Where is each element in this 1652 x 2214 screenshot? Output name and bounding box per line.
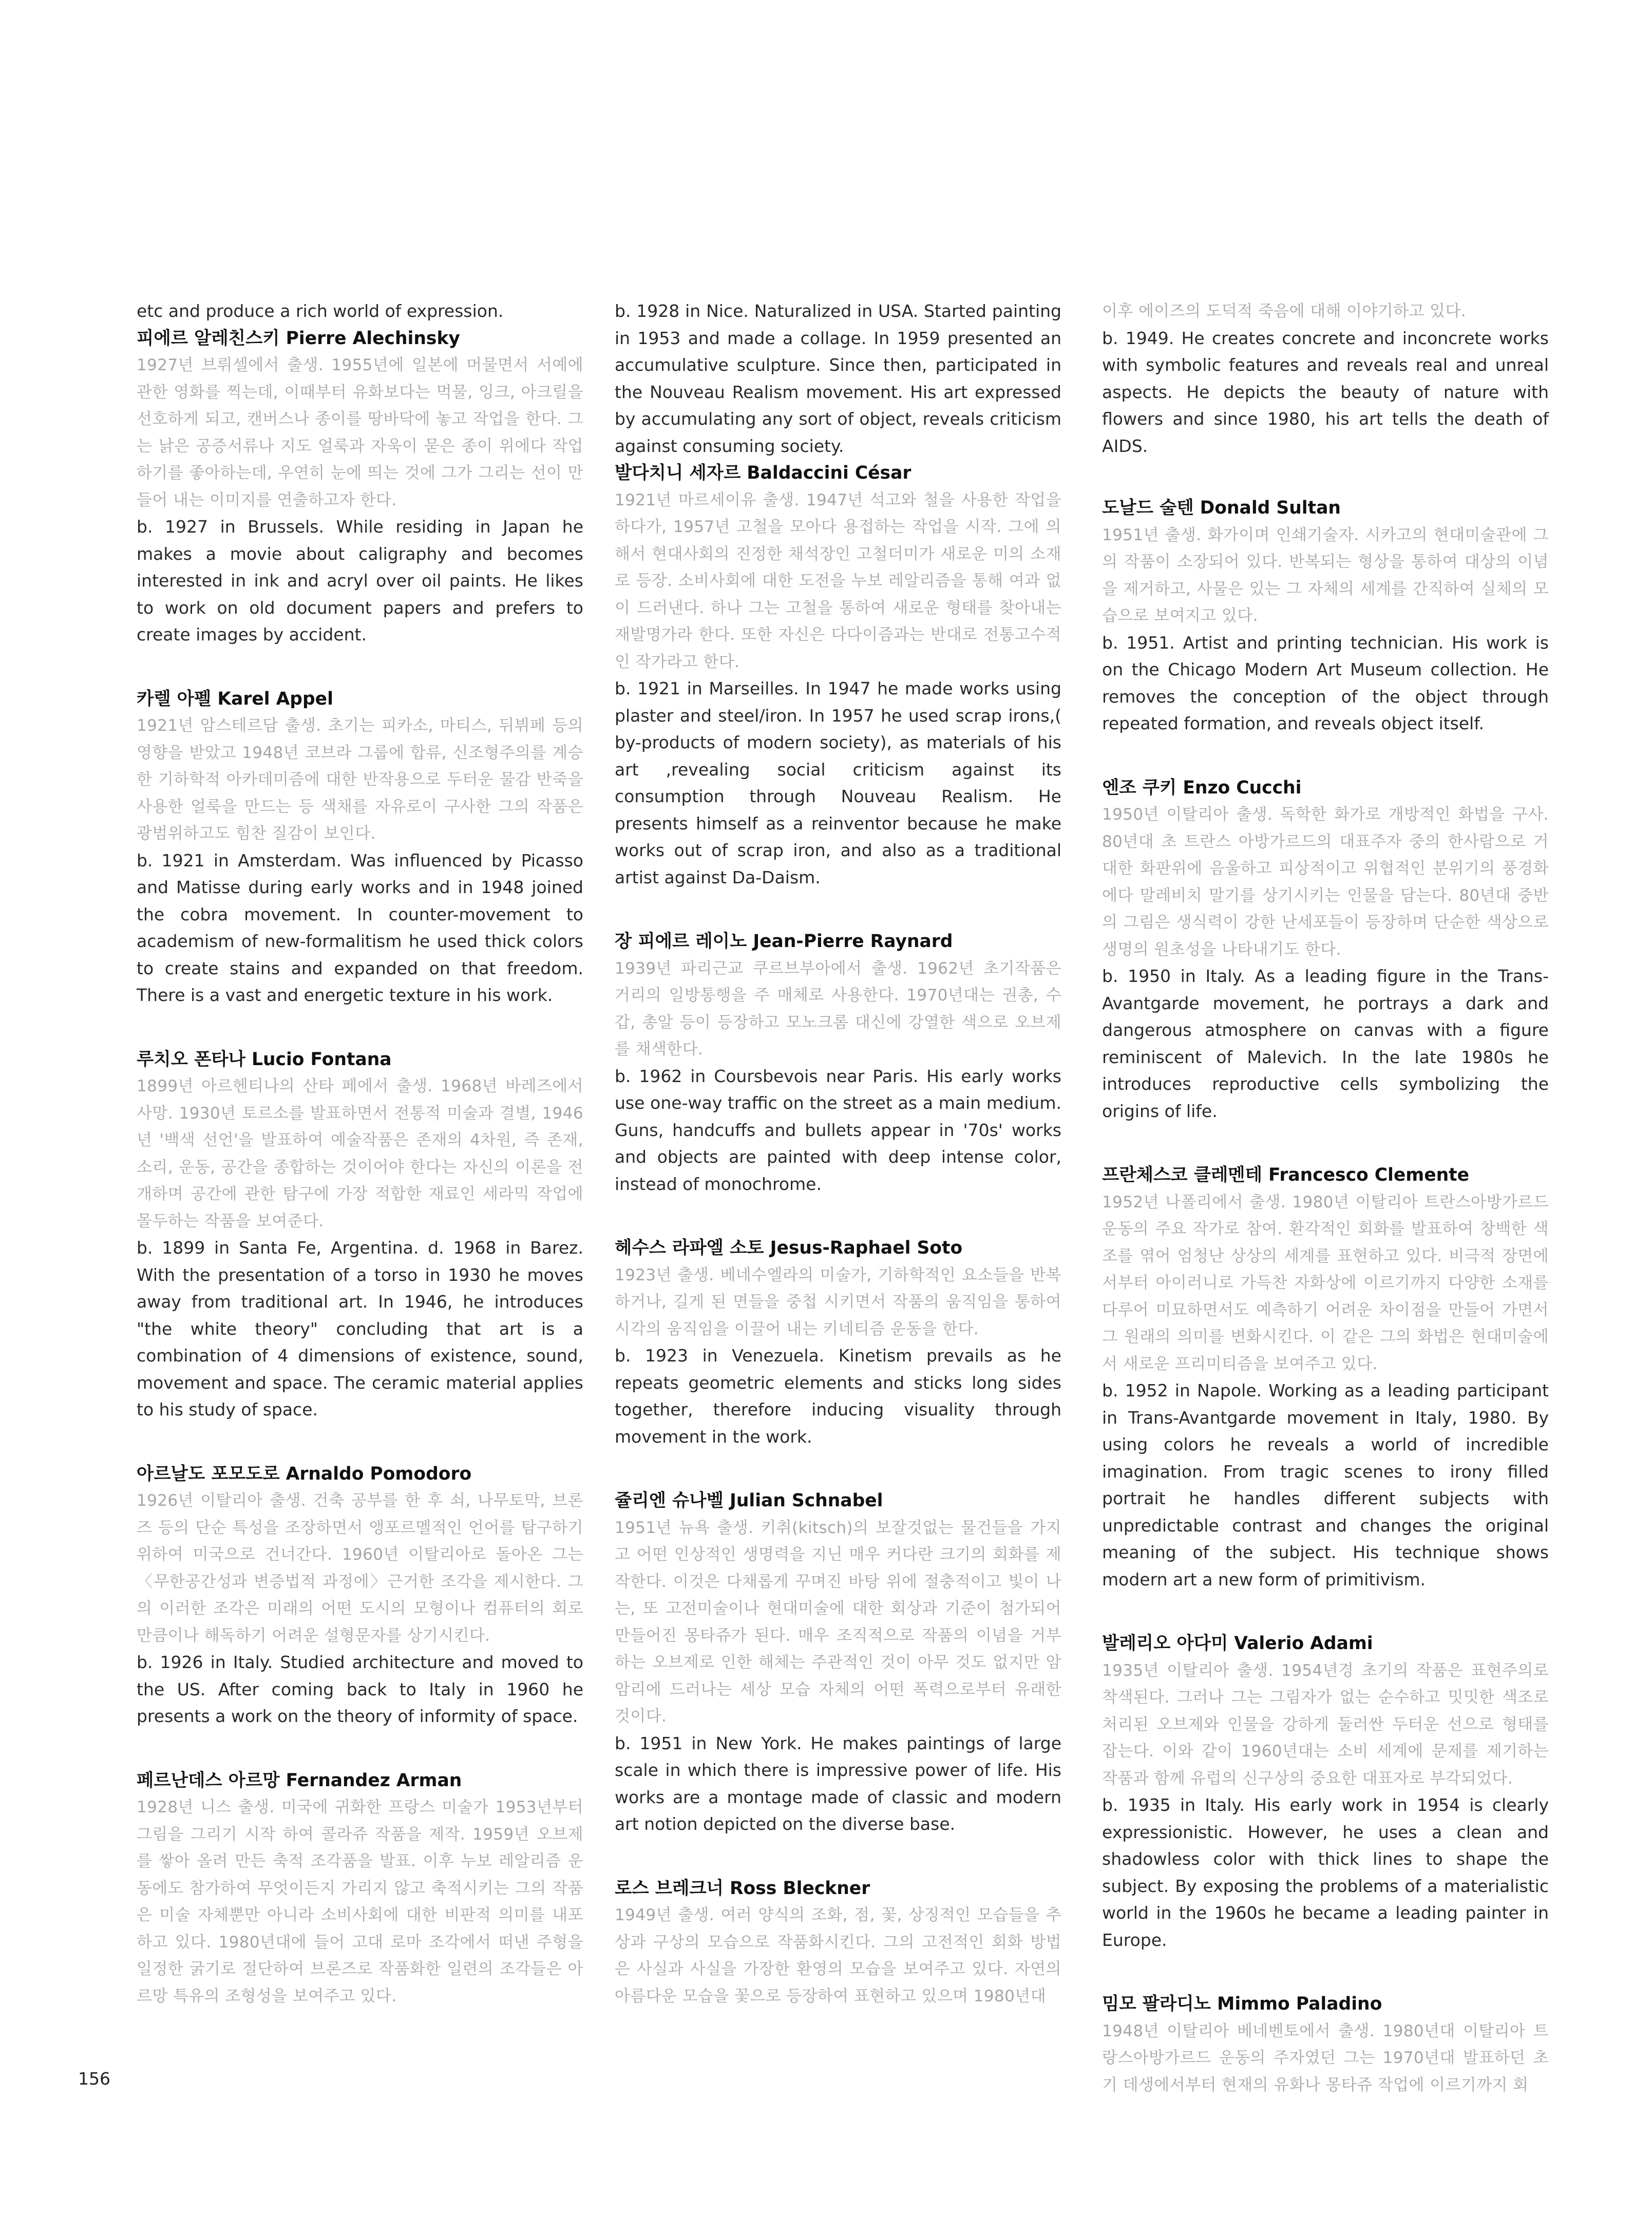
artist-bio-korean: 1939년 파리근교 쿠르브부아에서 출생. 1962년 초기작품은 거리의 일방통행을 주 매체로 사용한다. 1970년대는 권총, 수갑, 총알 등이 등장하고 모노크롬 대신에 강열한 색으로 오브제를 채색한다.	[615, 959, 1061, 1058]
artist-bio-korean: 1923년 출생. 베네수엘라의 미술가, 기하학적인 요소들을 반복하거나, 길게 된 면들을 중첩 시키면서 작품의 움직임을 통하여 시각의 움직임을 이끌어 내는 키네티즘 운동을 한다.	[615, 1265, 1061, 1338]
artist-entry	[615, 1875, 1061, 2010]
artist-bio-english: b. 1927 in Brussels. While residing in Japan he makes a movie about caligraphy and becomes interested in ink and acryl over oil paints. He likes to work on old document papers and prefers to create images by accident.	[137, 517, 583, 645]
artist-entry	[615, 1487, 1061, 1838]
artist-heading: 프란체스코 클레멘테 Francesco Clemente	[1102, 1165, 1470, 1185]
artist-bio-korean: 1951년 뉴욕 출생. 키취(kitsch)의 보잘것없는 물건들을 가지고 어떤 인상적인 생명력을 지닌 매우 커다란 크기의 회화를 제작한다. 이것은 다채롭게 꾸며진 바탕 위에 절충적이고 빛이 나는, 또 고전미술이나 현대미술에 대한 회상과 기준이 첨가되어 만들어진 몽타쥬가 된다. 매우 조직적으로 작품의 이념을 거부하는 오브제로 인한 해체는 주관적인 것이 아무 것도 없지만 암암리에 드러나는 세상 모습 자체의 어떤 폭력으로부터 유래한 것이다.	[615, 1518, 1061, 1726]
column-2	[615, 298, 1061, 2047]
artist-entry	[1102, 774, 1549, 1125]
page-number: 156	[78, 2069, 110, 2089]
artist-bio-korean: 1951년 출생. 화가이며 인쇄기술자. 시카고의 현대미술관에 그의 작품이 소장되어 있다. 반복되는 형상을 통하여 대상의 이념을 제거하고, 사물은 있는 그 자체의 세계를 간직하여 실체의 모습으로 보여지고 있다.	[1102, 525, 1549, 625]
continued-text: b. 1928 in Nice. Naturalized in USA. Started painting in 1953 and made a collage. In 1959 presented an accumulative sculpture. Since then, participated in the Nouveau Realism movement. His art expressed by accumulating any sort of object, reveals criticism against consuming society.	[615, 301, 1061, 456]
artist-bio-english: b. 1962 in Coursbevois near Paris. His early works use one-way traffic on the street as a main medium. Guns, handcuffs and bullets appear in '70s' works and objects are painted with deep intense color, instead of monochrome.	[615, 1066, 1061, 1194]
artist-heading: 장 피에르 레이노 Jean-Pierre Raynard	[615, 931, 953, 952]
artist-entry	[137, 1461, 583, 1730]
artist-heading: 발다치니 세자르 Baldaccini César	[615, 463, 912, 483]
artist-bio-english: b. 1921 in Amsterdam. Was influenced by Picasso and Matisse during early works and in 1948 joined the cobra movement. In counter-movement to academism of new-formalitism he used thick colors to create stains and expanded on that freedom. There is a vast and energetic texture in his work.	[137, 850, 583, 1005]
artist-bio-korean: 1921년 마르세이유 출생. 1947년 석고와 철을 사용한 작업을 하다가, 1957년 고철을 모아다 용접하는 작업을 시작. 그에 의해서 현대사회의 진정한 채석장인 고철더미가 새로운 미의 소재로 등장. 소비사회에 대한 도전을 누보 레알리즘을 통해 여과 없이 드러낸다. 하나 그는 고철을 통하여 새로운 형태를 찾아내는 재발명가라 한다. 또한 자신은 다다이즘과는 반대로 전통고수적인 작가라고 한다.	[615, 490, 1061, 671]
artist-bio-korean: 1950년 이탈리아 출생. 독학한 화가로 개방적인 화법을 구사. 80년대 초 트란스 아방가르드의 대표주자 중의 한사람으로 거대한 화판위에 음울하고 피상적이고 위협적인 분위기의 풍경화에다 말레비치 말기를 상기시키는 인물을 담는다. 80년대 중반의 그림은 생식력이 강한 난세포들이 등장하며 단순한 색상으로 생명의 원초성을 나타내기도 한다.	[1102, 805, 1549, 959]
artist-bio-korean: 1899년 아르헨티나의 산타 페에서 출생. 1968년 바레즈에서 사망. 1930년 토르소를 발표하면서 전통적 미술과 결별, 1946년 '백색 선언'을 발표하여 예술작품은 존재의 4차원, 즉 존재, 소리, 운동, 공간을 종합하는 것이어야 한다는 자신의 이론을 전개하며 공간에 관한 탐구에 가장 적합한 재료인 세라믹 작업에 몰두하는 작품을 보여준다.	[137, 1077, 583, 1231]
artist-heading: 쥴리엔 슈나벨 Julian Schnabel	[615, 1490, 883, 1511]
artist-heading: 밈모 팔라디노 Mimmo Paladino	[1102, 1994, 1382, 2014]
artist-bio-korean: 1928년 니스 출생. 미국에 귀화한 프랑스 미술가 1953년부터 그림을 그리기 시작 하여 콜라쥬 작품을 제작. 1959년 오브제를 쌓아 올려 만든 축적 조각품을 발표. 이후 누보 레알리즘 운동에도 참가하여 무엇이든지 가리지 않고 축적시키는 그의 작품은 미술 자체뿐만 아니라 소비사회에 대한 비판적 의미를 내포하고 있다. 1980년대에 들어 고대 로마 조각에서 떠낸 주형을 일정한 굵기로 절단하여 브론즈로 작품화한 일련의 조각들은 아르망 특유의 조형성을 보여주고 있다.	[137, 1798, 583, 2005]
artist-heading: 카렐 아펠 Karel Appel	[137, 688, 333, 709]
artist-entry	[615, 928, 1061, 1198]
artist-bio-english: b. 1951. Artist and printing technician. His work is on the Chicago Modern Art Museum collection. He removes the conception of the object through repeated formation, and reveals object itself.	[1102, 632, 1549, 733]
column-3	[1102, 298, 1549, 2135]
artist-heading: 도날드 술텐 Donald Sultan	[1102, 498, 1341, 518]
artist-entry	[1102, 1991, 1549, 2098]
column-1	[137, 298, 583, 2047]
artist-bio-english: b. 1921 in Marseilles. In 1947 he made works using plaster and steel/iron. In 1957 he used scrap irons,( by-products of modern society), as materials of his art ,revealing social criticism against its consumption through Nouveau Realism. He presents himself as a reinventor because he make works out of scrap iron, and also as a traditional artist against Da-Daism.	[615, 678, 1061, 887]
artist-heading: 페르난데스 아르망 Fernandez Arman	[137, 1770, 462, 1791]
artist-bio-english: b. 1951 in New York. He makes paintings of large scale in which there is impressive power of life. His works are a montage made of classic and modern art notion depicted on the diverse base.	[615, 1733, 1061, 1834]
artist-entry	[615, 460, 1061, 891]
artist-bio-english: b. 1899 in Santa Fe, Argentina. d. 1968 in Barez. With the presentation of a torso in 1930 he moves away from traditional art. In 1946, he introduces "the white theory" concluding that art is a combination of 4 dimensions of existence, sound, movement and space. The ceramic material applies to his study of space.	[137, 1238, 583, 1420]
artist-heading: 피에르 알레친스키 Pierre Alechinsky	[137, 328, 460, 349]
continued-text	[1102, 298, 1549, 460]
artist-bio-korean: 1949년 출생. 여러 양식의 조화, 점, 꽃, 상징적인 모습들을 추상과 구상의 모습으로 작품화시킨다. 그의 고전적인 회화 방법은 사실과 사실을 가장한 환영의 모습을 보여주고 있다. 자연의 아름다운 모습을 꽃으로 등장하여 표현하고 있으며 1980년대	[615, 1906, 1061, 2005]
artist-heading: 로스 브레크너 Ross Bleckner	[615, 1878, 870, 1899]
artist-bio-korean: 1927년 브뤼셀에서 출생. 1955년에 일본에 머물면서 서예에 관한 영화를 찍는데, 이때부터 유화보다는 먹물, 잉크, 아크릴을 선호하게 되고, 캔버스나 종이를 땅바닥에 놓고 작업을 한다. 그는 낡은 공증서류나 지도 얼룩과 자욱이 묻은 종이 위에다 작업하기를 좋아하는데, 우연히 눈에 띄는 것에 그가 그리는 선이 만들어 내는 이미지를 연출하고자 한다.	[137, 356, 584, 509]
artist-bio-english: b. 1926 in Italy. Studied architecture and moved to the US. After coming back to Italy in 1960 he presents a work on the theory of informity of space.	[137, 1652, 583, 1726]
artist-bio-korean: 1948년 이탈리아 베네벤토에서 출생. 1980년대 이탈리아 트랑스아방가르드 운동의 주자였던 그는 1970년대 발표하던 초기 데생에서부터 현재의 유화나 몽타쥬 작업에 이르기까지 회	[1102, 2021, 1549, 2094]
artist-bio-korean: 1926년 이탈리아 출생. 건축 공부를 한 후 쇠, 나무토막, 브론즈 등의 단순 특성을 조장하면서 앵포르멜적인 언어를 탐구하기 위하여 미국으로 건너간다. 1960년 이탈리아로 돌아온 그는 〈무한공간성과 변증법적 과정에〉근거한 조각을 제시한다. 그의 이러한 조각은 미래의 어떤 도시의 모형이나 컴퓨터의 회로만큼이나 해독하기 어려운 설형문자를 상기시킨다.	[137, 1491, 583, 1645]
artist-entry	[1102, 1162, 1549, 1593]
artist-bio-korean: 1952년 나폴리에서 출생. 1980년 이탈리아 트란스아방가르드 운동의 주요 작가로 참여. 환각적인 회화를 발표하여 창백한 색조를 엮어 엄청난 상상의 세계를 표현하고 있다. 비극적 장면에서부터 아이러니로 가득찬 자화상에 이르기까지 다양한 소재를 다루어 미묘하면서도 예측하기 어려운 차이점을 만들어 가면서 그 원래의 의미를 변화시킨다. 이 같은 그의 화법은 현대미술에서 새로운 프리미티즘을 보여주고 있다.	[1102, 1193, 1549, 1373]
artist-bio-english: b. 1935 in Italy. His early work in 1954 is clearly expressionistic. However, he uses a clean and shadowless color with thick lines to shape the subject. By exposing the problems of a materialistic world in the 1960s he became a leading painter in Europe.	[1102, 1795, 1549, 1950]
artist-bio-english: b. 1923 in Venezuela. Kinetism prevails as he repeats geometric elements and sticks long sides together, therefore inducing visuality through movement in the work.	[615, 1346, 1061, 1447]
artist-entry	[137, 1767, 583, 2010]
artist-bio-korean: 1921년 암스테르담 출생. 초기는 피카소, 마티스, 뒤뷔페 등의 영향을 받았고 1948년 코브라 그룹에 합류, 신조형주의를 계승한 기하학적 아카데미즘에 대한 반작용으로 두터운 물감 반죽을 사용한 얼룩을 만드는 등 색채를 자유로이 구사한 그의 작품은 광범위하고도 힘찬 질감이 보인다.	[137, 716, 583, 843]
artist-bio-english: b. 1950 in Italy. As a leading figure in the Trans-Avantgarde movement, he portrays a dark and dangerous atmosphere on canvas with a figure reminiscent of Malevich. In the late 1980s he introduces reproductive cells symbolizing the origins of life.	[1102, 966, 1549, 1121]
artist-entry	[137, 325, 583, 649]
continued-english: b. 1949. He creates concrete and inconcrete works with symbolic features and reveals real and unreal aspects. He depicts the beauty of nature with flowers and since 1980, his art tells the death of AIDS.	[1102, 328, 1549, 456]
artist-heading: 루치오 폰타나 Lucio Fontana	[137, 1049, 392, 1070]
artist-entry	[1102, 1630, 1549, 1954]
artist-entry	[137, 686, 583, 1009]
artist-entry	[137, 1046, 583, 1424]
continued-korean: 이후 에이즈의 도덕적 죽음에 대해 이야기하고 있다.	[1102, 302, 1467, 320]
artist-entry	[615, 1235, 1061, 1450]
artist-heading: 엔조 쿠키 Enzo Cucchi	[1102, 777, 1302, 798]
artist-entry	[1102, 495, 1549, 737]
continued-text: etc and produce a rich world of expression.	[137, 301, 504, 321]
artist-heading: 헤수스 라파엘 소토 Jesus-Raphael Soto	[615, 1238, 963, 1258]
artist-heading: 발레리오 아다미 Valerio Adami	[1102, 1633, 1373, 1654]
artist-heading: 아르날도 포모도로 Arnaldo Pomodoro	[137, 1463, 472, 1484]
artist-bio-english: b. 1952 in Napole. Working as a leading participant in Trans-Avantgarde movement in Italy, 1980. By using colors he reveals a world of incredible imagination. From tragic scenes to irony filled portrait he handles different subjects with unpredictable contrast and changes the original meaning of the subject. His technique shows modern art a new form of primitivism.	[1102, 1380, 1549, 1589]
artist-bio-korean: 1935년 이탈리아 출생. 1954년경 초기의 작품은 표현주의로 착색된다. 그러나 그는 그림자가 없는 순수하고 밋밋한 색조로 처리된 오브제와 인물을 강하게 둘러싼 두터운 선으로 형태를 잡는다. 이와 같이 1960년대는 소비 세계에 문제를 제기하는 작품과 함께 유럽의 신구상의 중요한 대표자로 부각되었다.	[1102, 1661, 1549, 1788]
